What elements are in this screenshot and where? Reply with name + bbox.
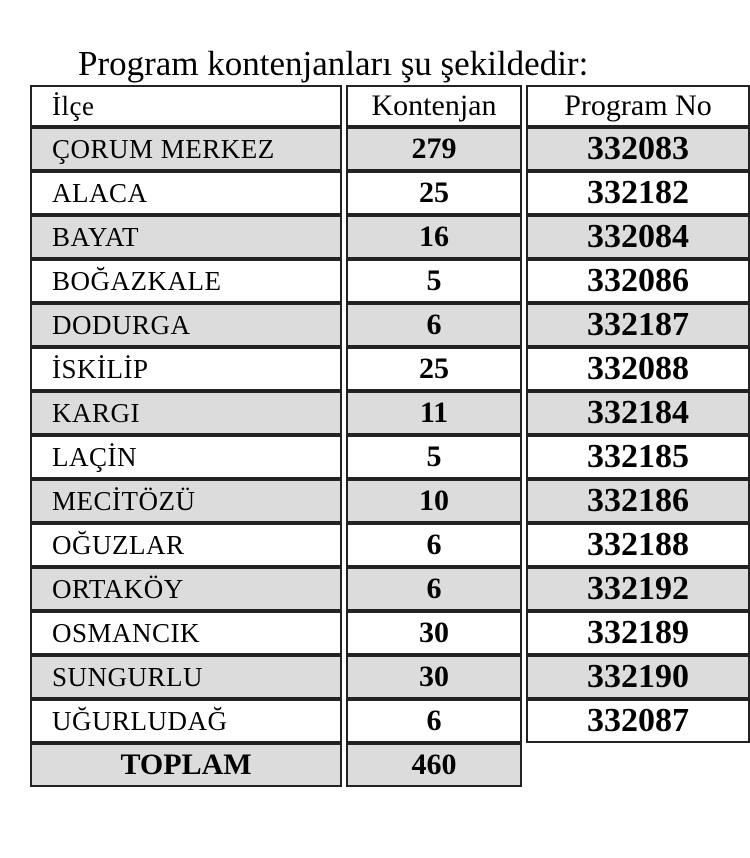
- table-row: [30, 171, 750, 215]
- table-row: [30, 523, 750, 567]
- total-row: [30, 743, 750, 787]
- ilce-cell: ALACA: [30, 171, 342, 215]
- table-row: [30, 611, 750, 655]
- ilce-cell: ÇORUM MERKEZ: [30, 127, 342, 171]
- program-no-cell: 332088: [526, 347, 750, 391]
- table-row: [30, 347, 750, 391]
- total-label: TOPLAM: [30, 743, 342, 787]
- page-title: Program kontenjanları şu şekildedir:: [78, 44, 589, 83]
- ilce-cell: ORTAKÖY: [30, 567, 342, 611]
- ilce-cell: İSKİLİP: [30, 347, 342, 391]
- total-kontenjan: 460: [346, 743, 522, 787]
- ilce-cell: UĞURLUDAĞ: [30, 699, 342, 743]
- ilce-cell: BOĞAZKALE: [30, 259, 342, 303]
- kontenjan-cell: 6: [346, 699, 522, 743]
- program-no-cell: 332086: [526, 259, 750, 303]
- table-row: [30, 127, 750, 171]
- program-no-cell: 332087: [526, 699, 750, 743]
- ilce-cell: BAYAT: [30, 215, 342, 259]
- kontenjan-cell: 6: [346, 303, 522, 347]
- ilce-cell: KARGI: [30, 391, 342, 435]
- table-row: [30, 567, 750, 611]
- table-row: [30, 699, 750, 743]
- kontenjan-cell: 6: [346, 523, 522, 567]
- table-row: [30, 391, 750, 435]
- program-no-cell: 332187: [526, 303, 750, 347]
- program-no-cell: 332185: [526, 435, 750, 479]
- kontenjan-cell: 16: [346, 215, 522, 259]
- table-row: [30, 435, 750, 479]
- header-ilce: İlçe: [30, 85, 342, 127]
- ilce-cell: MECİTÖZÜ: [30, 479, 342, 523]
- table-row: [30, 303, 750, 347]
- kontenjan-cell: 279: [346, 127, 522, 171]
- program-no-cell: 332084: [526, 215, 750, 259]
- program-no-cell: 332188: [526, 523, 750, 567]
- program-no-cell: 332184: [526, 391, 750, 435]
- program-no-cell: 332182: [526, 171, 750, 215]
- kontenjan-cell: 11: [346, 391, 522, 435]
- quota-table: [30, 85, 750, 787]
- ilce-cell: OĞUZLAR: [30, 523, 342, 567]
- kontenjan-cell: 6: [346, 567, 522, 611]
- table-row: [30, 215, 750, 259]
- ilce-cell: OSMANCIK: [30, 611, 342, 655]
- kontenjan-cell: 30: [346, 655, 522, 699]
- program-no-cell: 332186: [526, 479, 750, 523]
- program-no-cell: 332192: [526, 567, 750, 611]
- kontenjan-cell: 5: [346, 259, 522, 303]
- program-no-cell: 332189: [526, 611, 750, 655]
- header-program-no: Program No: [526, 85, 750, 127]
- table-row: [30, 479, 750, 523]
- table-row: [30, 259, 750, 303]
- program-no-cell: 332190: [526, 655, 750, 699]
- kontenjan-cell: 5: [346, 435, 522, 479]
- ilce-cell: DODURGA: [30, 303, 342, 347]
- kontenjan-cell: 25: [346, 347, 522, 391]
- ilce-cell: LAÇİN: [30, 435, 342, 479]
- ilce-cell: SUNGURLU: [30, 655, 342, 699]
- kontenjan-cell: 30: [346, 611, 522, 655]
- header-kontenjan: Kontenjan: [346, 85, 522, 127]
- table-header-row: [30, 85, 750, 127]
- table-row: [30, 655, 750, 699]
- kontenjan-cell: 10: [346, 479, 522, 523]
- kontenjan-cell: 25: [346, 171, 522, 215]
- program-no-cell: 332083: [526, 127, 750, 171]
